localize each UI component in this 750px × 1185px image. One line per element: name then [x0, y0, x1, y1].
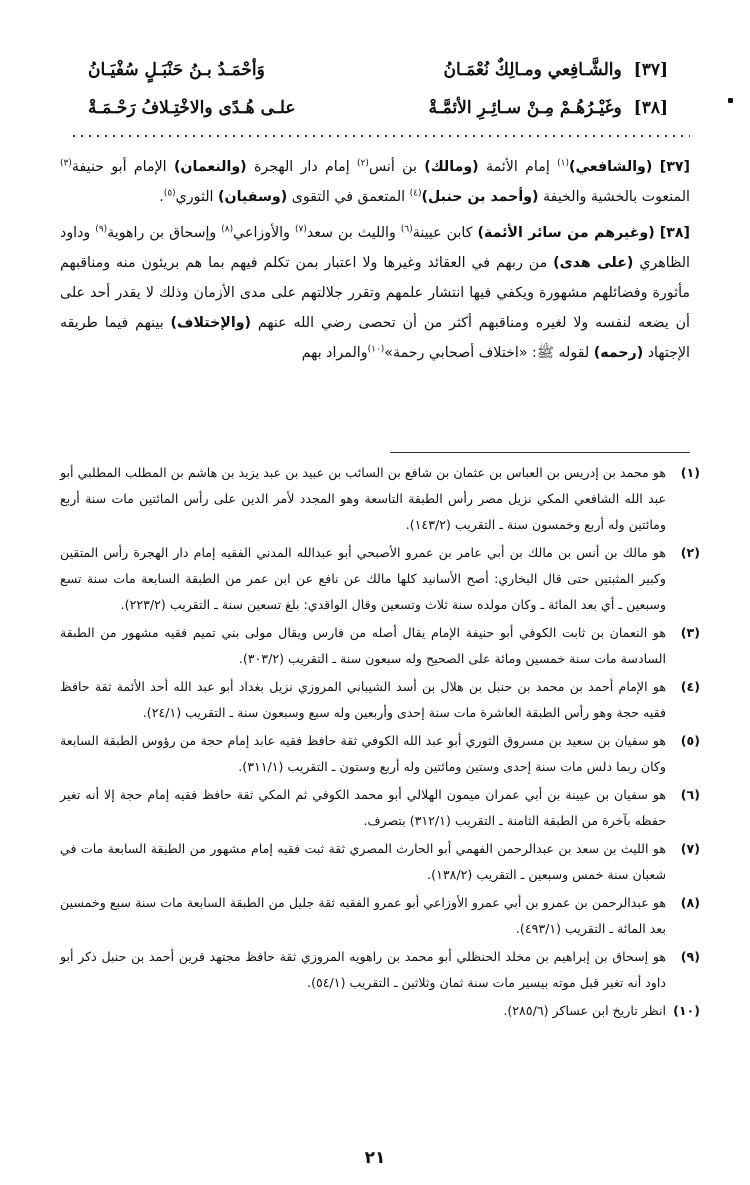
- footnote-text: هو سفيان بن عيينة بن أبي عمران ميمون الهلالي أبو محمد الكوفي ثم المكي ثقة حافظ فقيه إمام حجة إلا أنه تغير حفظه بآخرة من الطبقة الثامنة ـ التقريب (٣١٢/١) بتصرف.: [60, 787, 666, 828]
- footnote: [60, 540, 700, 618]
- verse-line: [88, 98, 668, 136]
- text: المتعمق في التقوى: [287, 189, 410, 205]
- footnote: [60, 890, 700, 942]
- verse-second-hemistich: وَأحْمَـدُ بـنُ حَنْبَـلٍ سُفْيَـانُ: [88, 60, 265, 80]
- text: وإسحاق بن راهوية: [107, 225, 222, 241]
- keyword: (والنعمان): [173, 159, 247, 175]
- text: .: [159, 189, 164, 205]
- footnote-rule: [390, 452, 690, 453]
- footnote-ref[interactable]: (٣): [60, 158, 72, 169]
- text: لقوله ﷺ: «اختلاف أصحابي رحمة»: [384, 345, 594, 361]
- keyword: (وأحمد بن حنبل): [421, 189, 539, 205]
- text: إمام الأئمة: [478, 159, 558, 175]
- verse-first-hemistich: [444, 60, 668, 80]
- footnote-text: هو النعمان بن ثابت الكوفي أبو حنيفة الإمام يقال أصله من فارس ويقال مولى بني تميم فقيه مشهور من الطبقة السادسة مات سنة خمسين ومائة على الصحيح وله سبعون سنة ـ التقريب (٣٠٣/٢).: [60, 625, 666, 666]
- text: وداود الظاهري: [60, 225, 690, 271]
- footnote-ref[interactable]: (٦): [400, 224, 413, 235]
- verse-text: والشَّـافِعي ومـالِكٌ نُعْمَـانُ: [443, 60, 622, 80]
- footnote-ref[interactable]: (١): [557, 158, 569, 169]
- footnote-text: انظر تاريخ ابن عساكر (٢٨٥/٦).: [503, 1003, 666, 1018]
- footnote-number: (٥): [680, 733, 700, 748]
- keyword: (رحمه): [593, 345, 644, 361]
- footnotes: [60, 460, 700, 1026]
- text: المنعوت بالخشية والخيفة: [538, 189, 690, 205]
- footnote-text: هو سفيان بن سعيد بن مسروق الثوري أبو عبد الله الكوفي ثقة حافظ فقيه عابد إمام حجة من رؤوس الطبقة السابعة وكان ربما دلس مات سنة إحدى وستين ومائتين وله أربع وستون ـ التقريب (٣١١/١).: [60, 733, 666, 774]
- verse-text: وغَيْـرُهُـمْ مِـنْ سـائِـرِ الأئمَّـةْ: [428, 98, 622, 118]
- text: والليث بن سعد: [306, 225, 401, 241]
- footnote-text: هو عبدالرحمن بن عمرو بن أبي عمرو الأوزاعي أبو عمرو الفقيه ثقة جليل من الطبقة السابعة مات سنة سبع وخمسين بعد المائة ـ التقريب (٤٩٣/١).: [60, 895, 666, 936]
- footnote: [60, 998, 700, 1024]
- footnote: [60, 460, 700, 538]
- text: من ربهم في العقائد وغيرها ولا اعتبار بمن تكلم فيهم بما هم بريئون منه ومناقبهم مأثورة وفضائلهم مشهورة ويكفي فيها انتشار علمهم وتقرر جلالتهم على مدى الأزمان وذلك لا يقدر أحد على أن يضعه لنفسه ولا لغيره ومناقبهم أكثر من أن تحصى رضي الله عنهم: [60, 255, 690, 331]
- footnote-ref[interactable]: (٨): [221, 224, 234, 235]
- text: الثوري: [175, 189, 219, 205]
- keyword: (على هدى): [553, 255, 634, 271]
- footnote-text: هو إسحاق بن إبراهيم بن مخلد الحنظلي أبو محمد بن راهويه المروزي ثقة حافظ مجتهد قرين أحمد بن حنبل ذكر أبو داود أنه تغير قبل موته بيسير مات سنة ثمان وثلاثين ـ التقريب (٥٤/١).: [60, 949, 666, 990]
- verse-number: [٣٧]: [633, 60, 668, 80]
- keyword: (وغيرهم من سائر الأئمة): [477, 225, 655, 241]
- footnote-ref[interactable]: (٩): [95, 224, 108, 235]
- commentary-paragraph: [60, 218, 690, 368]
- footnote-ref[interactable]: (٢): [356, 158, 369, 169]
- commentary-paragraph: [60, 152, 690, 212]
- keyword: (والشافعي): [568, 159, 653, 175]
- verse-number: [٣٨]: [633, 98, 668, 118]
- footnote-number: (٨): [680, 895, 700, 910]
- footnote-number: (٢): [680, 545, 700, 560]
- verse-line: [88, 60, 668, 98]
- footnote: [60, 728, 700, 780]
- verse-ref: [٣٨]: [659, 225, 691, 241]
- footnote: [60, 836, 700, 888]
- dotted-separator: [70, 134, 690, 138]
- footnote-number: (٧): [680, 841, 700, 856]
- text: والأوزاعي: [233, 225, 295, 241]
- footnote-number: (٦): [680, 787, 700, 802]
- footnote-number: (٣): [680, 625, 700, 640]
- text: بن أنس: [368, 159, 425, 175]
- footnote-number: (٩): [680, 949, 700, 964]
- footnote-number: (١٠): [673, 1003, 700, 1018]
- footnote-text: هو محمد بن إدريس بن العباس بن عثمان بن شافع بن السائب بن عبيد بن عبد يزيد بن هاشم بن المطلب المطلبي أبو عبد الله الشافعي المكي نزيل مصر رأس الطبقة التاسعة وهو المجدد لأمر الدين على رأس المائتين مات سنة أربع ومائتين وله أربع وخمسون سنة ـ التقريب (١٤٣/٢).: [60, 465, 666, 532]
- keyword: (وسفيان): [218, 189, 288, 205]
- footnote-ref[interactable]: (١٠): [367, 344, 385, 355]
- keyword: (ومالك): [424, 159, 479, 175]
- keyword: (والإختلاف): [170, 315, 252, 331]
- margin-mark: [728, 98, 733, 103]
- text: بينهم فيما طريقه الإجتهاد: [60, 315, 690, 361]
- verse-ref: [٣٧]: [659, 159, 690, 175]
- text: والمراد بهم: [301, 345, 368, 361]
- footnote-ref[interactable]: (٥): [163, 188, 176, 199]
- footnote-text: هو مالك بن أنس بن مالك بن أبي عامر بن عمرو الأصبحي أبو عبدالله المدني الفقيه إمام دار الهجرة رأس المتقين وكبير المثبتين حتى قال البخاري: أصح الأسانيد كلها مالك عن نافع عن ابن عمر من الطبقة السابعة مات سنة تسع وسبعين ـ أي بعد المائة ـ وكان مولده سنة ثلاث وتسعين وقال الواقدي: بلغ تسعين سنة ـ التقريب (٢٢٣/٢).: [60, 545, 666, 612]
- footnote-ref[interactable]: (٤): [409, 188, 422, 199]
- verse-second-hemistich: علـى هُـدًى والاخْتِـلافُ رَحْـمَـةْ: [88, 98, 296, 118]
- text: الإمام أبو حنيفة: [71, 159, 174, 175]
- footnote-number: (٤): [680, 679, 700, 694]
- verse-first-hemistich: [429, 98, 668, 118]
- footnote-number: (١): [680, 465, 700, 480]
- footnote: [60, 782, 700, 834]
- footnote: [60, 620, 700, 672]
- page-number: ٢١: [364, 1148, 386, 1168]
- poem-verses: [88, 60, 668, 136]
- text: إمام دار الهجرة: [246, 159, 357, 175]
- commentary: [60, 152, 690, 374]
- footnote-text: هو الليث بن سعد بن عبدالرحمن الفهمي أبو الحارث المصري ثقة ثبت فقيه إمام مشهور من الطبقة السابعة مات في شعبان سنة خمس وسبعين ـ التقريب (١٣٨/٢).: [60, 841, 666, 882]
- footnote: [60, 674, 700, 726]
- text: كابن عيينة: [412, 225, 478, 241]
- footnote-ref[interactable]: (٧): [294, 224, 307, 235]
- footnote: [60, 944, 700, 996]
- footnote-text: هو الإمام أحمد بن محمد بن حنبل بن هلال بن أسد الشيباني المروزي نزيل بغداد أبو عبد الله أحد الأئمة ثقة حافظ فقيه حجة وهو رأس الطبقة العاشرة مات سنة إحدى وأربعين وله سبع وسبعون سنة ـ التقريب (٢٤/١).: [60, 679, 666, 720]
